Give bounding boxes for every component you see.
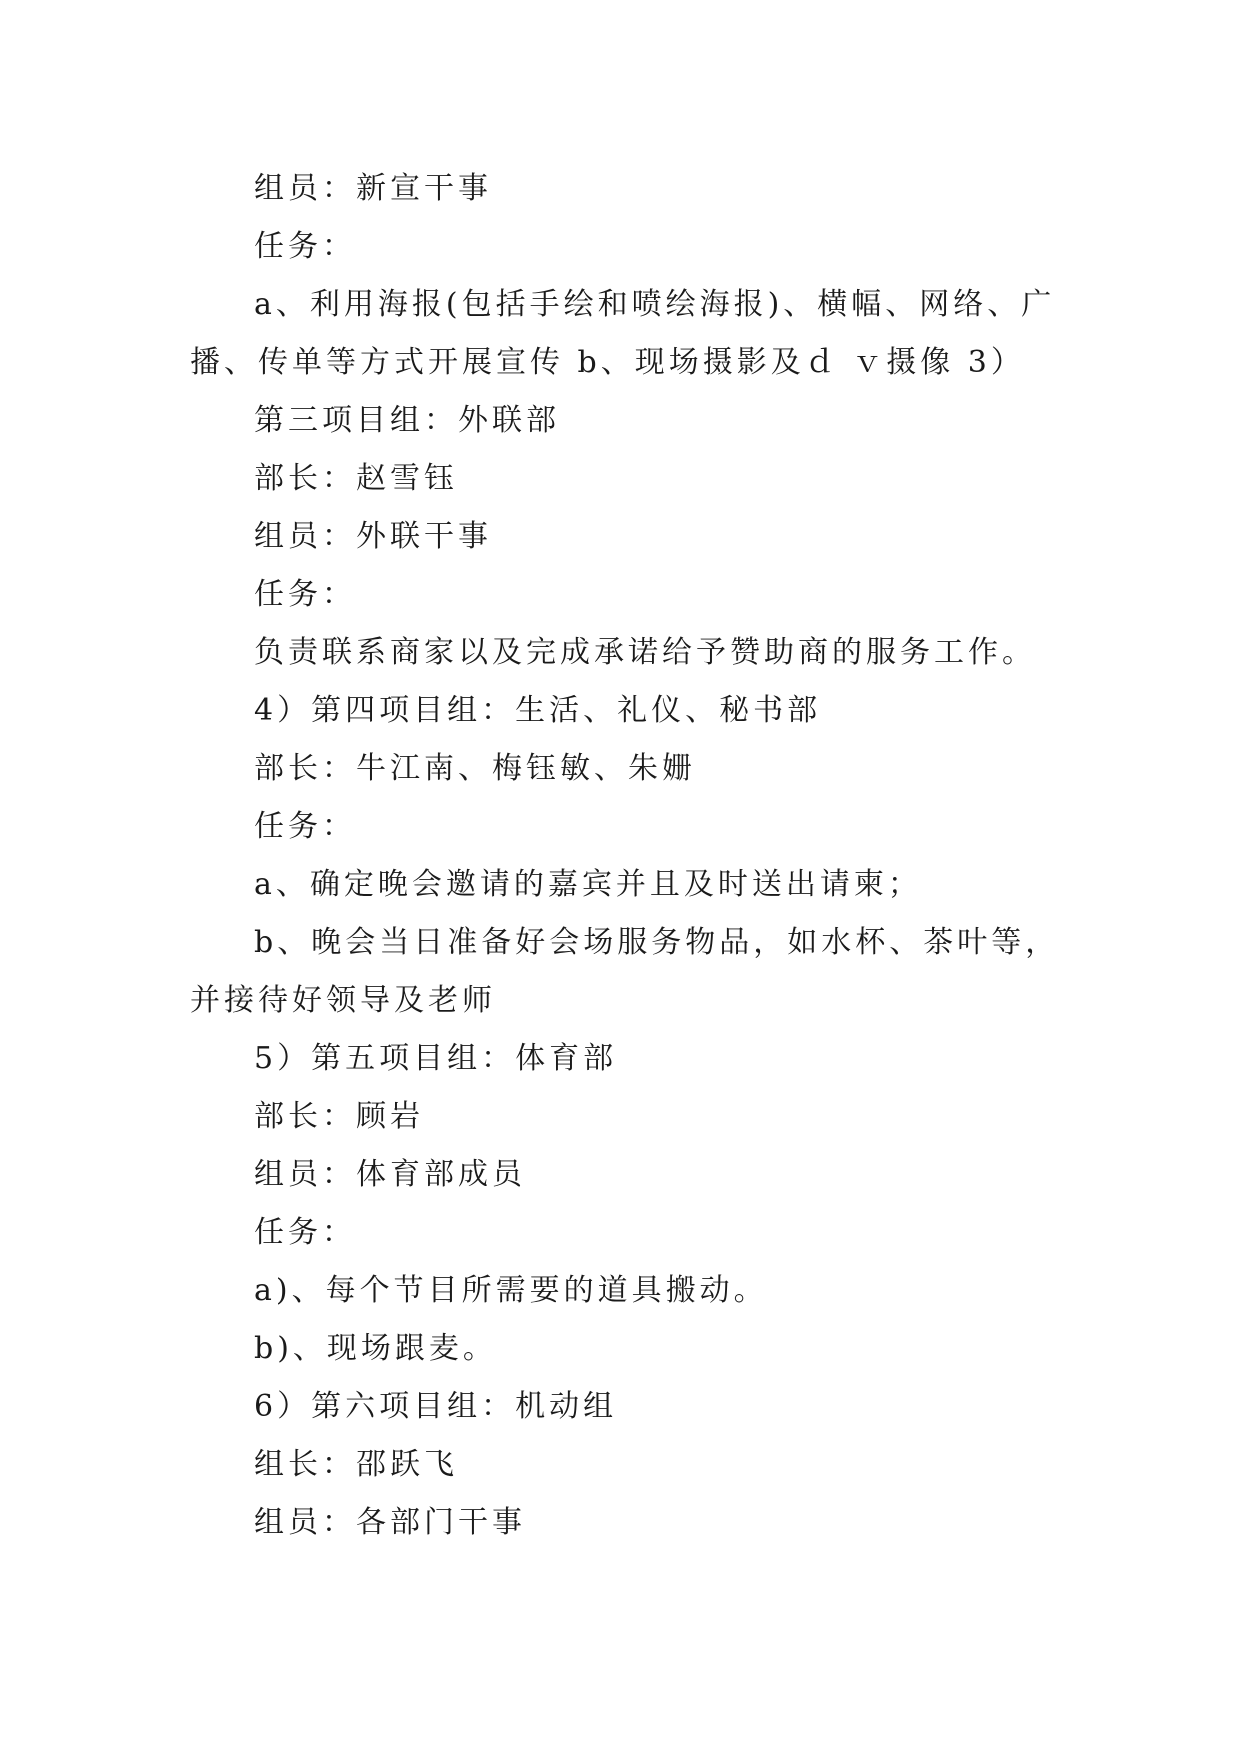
paragraph: a、利用海报(包括手绘和喷绘海报)、横幅、网络、广播、传单等方式开展宣传 b、现场摄影及ｄ ｖ摄像 3） xyxy=(190,287,1056,380)
paragraph: 任务： xyxy=(254,577,356,612)
paragraph: 部长：赵雪钰 xyxy=(254,461,458,496)
paragraph: 部长：顾岩 xyxy=(254,1099,424,1134)
paragraph: 5）第五项目组：体育部 xyxy=(254,1041,618,1076)
paragraph: 第三项目组：外联部 xyxy=(254,403,560,438)
paragraph: 组员：新宣干事 xyxy=(254,171,492,206)
paragraph: a、确定晚会邀请的嘉宾并且及时送出请柬； xyxy=(254,867,922,902)
paragraph: b)、现场跟麦。 xyxy=(254,1331,497,1366)
paragraph: a)、每个节目所需要的道具搬动。 xyxy=(254,1273,768,1308)
paragraph: 任务： xyxy=(254,809,356,844)
paragraph: 6）第六项目组：机动组 xyxy=(254,1389,618,1424)
paragraph: 任务： xyxy=(254,1215,356,1250)
paragraph: 组员：各部门干事 xyxy=(254,1505,526,1540)
paragraph: 组长：邵跃飞 xyxy=(254,1447,458,1482)
paragraph: 4）第四项目组：生活、礼仪、秘书部 xyxy=(254,693,822,728)
paragraph: b、晚会当日准备好会场服务物品，如水杯、茶叶等，并接待好领导及老师 xyxy=(190,925,1060,1018)
paragraph: 组员：体育部成员 xyxy=(254,1157,526,1192)
paragraph: 部长：牛江南、梅钰敏、朱姗 xyxy=(254,751,696,786)
document-body xyxy=(190,160,1060,1552)
paragraph: 负责联系商家以及完成承诺给予赞助商的服务工作。 xyxy=(254,635,1036,670)
paragraph: 任务： xyxy=(254,229,356,264)
paragraph: 组员：外联干事 xyxy=(254,519,492,554)
